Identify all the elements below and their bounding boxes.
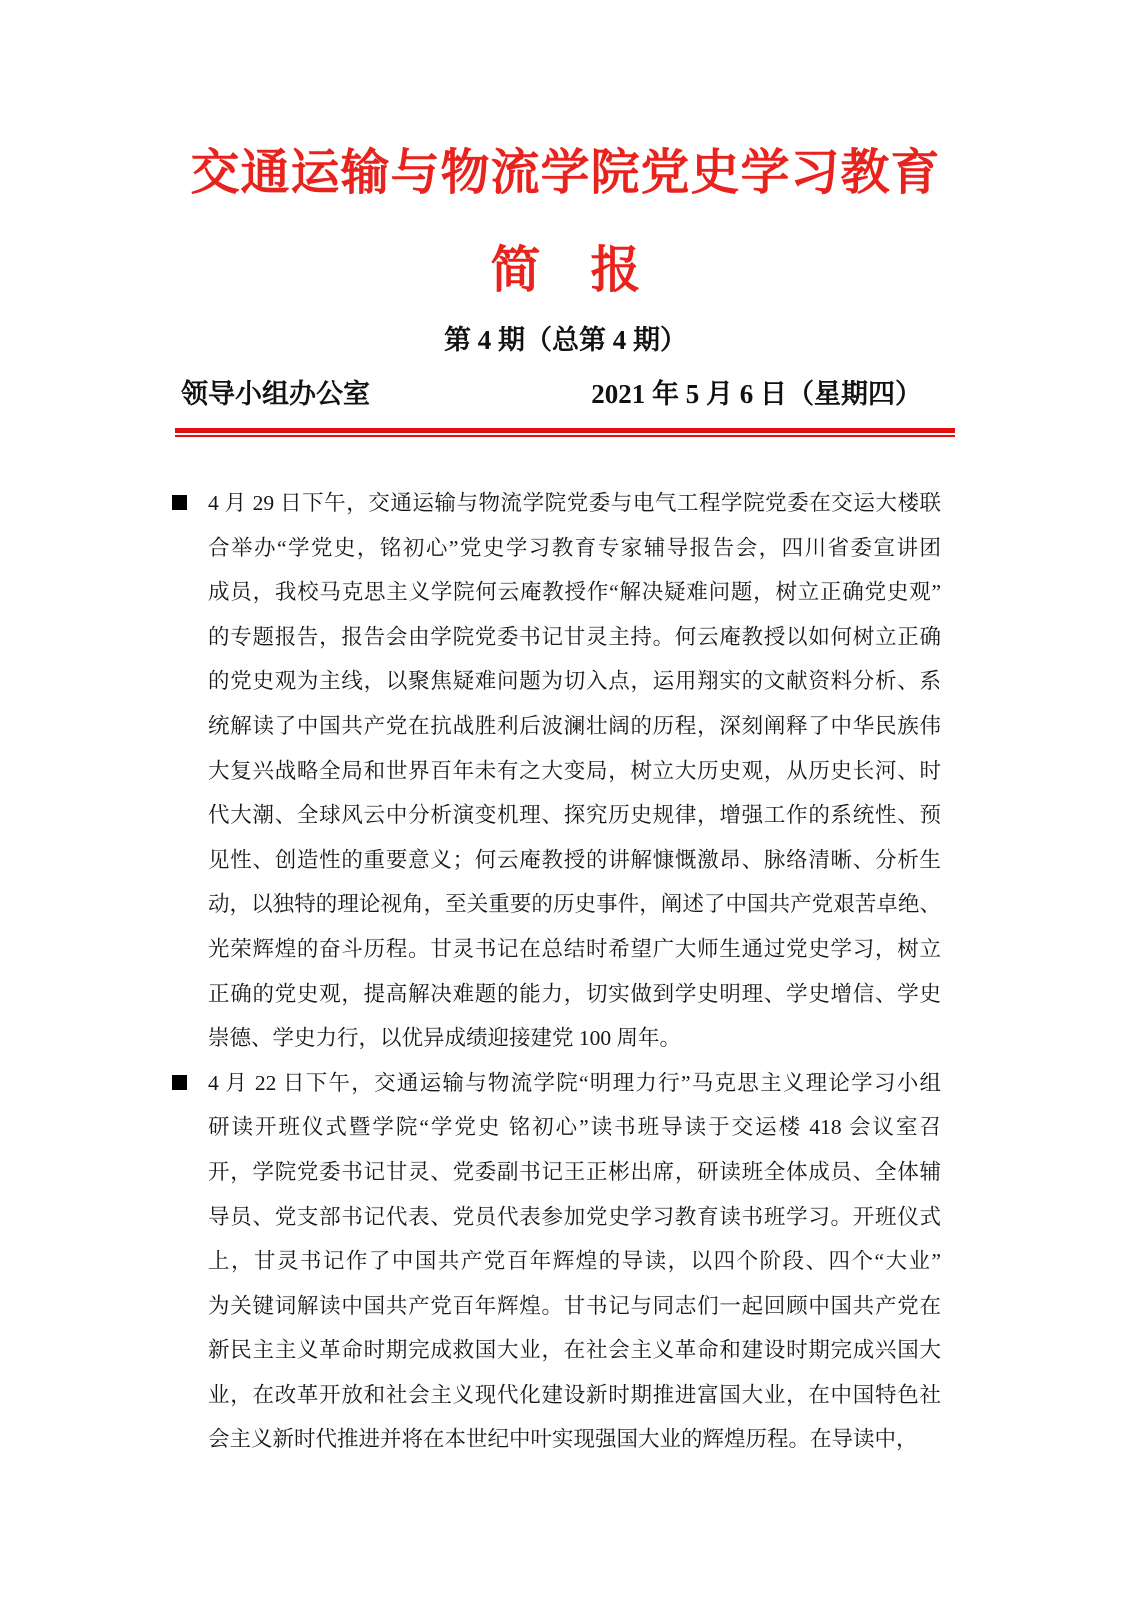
body-text-line: 代大潮、全球风云中分析演变机理、探究历史规律，增强工作的系统性、预 (208, 803, 941, 828)
body-text-line: 大复兴战略全局和世界百年未有之大变局，树立大历史观，从历史长河、时 (208, 758, 941, 783)
bulletin-list (172, 481, 947, 1462)
bulletin-text (208, 1061, 941, 1462)
body-text-line: 业，在改革开放和社会主义现代化建设新时期推进富国大业，在中国特色社 (208, 1382, 941, 1407)
body-text-line: 研读开班仪式暨学院“学党史 铭初心”读书班导读于交运楼 418 会议室召 (208, 1115, 941, 1140)
body-text-line: 合举办“学党史，铭初心”党史学习教育专家辅导报告会，四川省委宣讲团 (208, 535, 941, 560)
body-text-line: 的专题报告，报告会由学院党委书记甘灵主持。何云庵教授以如何树立正确 (208, 624, 941, 649)
body-text-line: 开，学院党委书记甘灵、党委副书记王正彬出席，研读班全体成员、全体辅 (208, 1159, 941, 1184)
body-text-line: 见性、创造性的重要意义；何云庵教授的讲解慷慨激昂、脉络清晰、分析生 (208, 847, 941, 872)
body-text-line: 统解读了中国共产党在抗战胜利后波澜壮阔的历程，深刻阐释了中华民族伟 (208, 713, 941, 738)
body-text-line: 正确的党史观，提高解决难题的能力，切实做到学史明理、学史增信、学史 (208, 981, 941, 1006)
red-double-rule (175, 428, 955, 437)
document-title-line2: 简 报 (490, 242, 641, 298)
bulletin-text (208, 481, 941, 1061)
body-text-line: 上，甘灵书记作了中国共产党百年辉煌的导读，以四个阶段、四个“大业” (208, 1249, 941, 1274)
bullet-square-icon (172, 495, 187, 510)
issuing-office-label: 领导小组办公室 (181, 379, 370, 409)
bulletin-item (172, 481, 947, 1061)
bulletin-item (172, 1061, 947, 1462)
body-text-line: 的党史观为主线，以聚焦疑难问题为切入点，运用翔实的文献资料分析、系 (208, 669, 941, 694)
body-text-line: 光荣辉煌的奋斗历程。甘灵书记在总结时希望广大师生通过党史学习，树立 (208, 936, 941, 961)
issue-date-label: 2021 年 5 月 6 日（星期四） (591, 379, 922, 409)
body-text-line: 会主义新时代推进并将在本世纪中叶实现强国大业的辉煌历程。在导读中， (208, 1427, 918, 1452)
body-text-line: 为关键词解读中国共产党百年辉煌。甘书记与同志们一起回顾中国共产党在 (208, 1293, 941, 1318)
bullet-square-icon (172, 1075, 187, 1090)
body-text-line: 新民主主义革命时期完成救国大业，在社会主义革命和建设时期完成兴国大 (208, 1338, 941, 1363)
body-text-line: 4 月 29 日下午，交通运输与物流学院党委与电气工程学院党委在交运大楼联 (208, 491, 941, 515)
masthead-info-row (175, 374, 955, 414)
issue-number-line: 第 4 期（总第 4 期） (444, 325, 687, 355)
body-text-line: 崇德、学史力行，以优异成绩迎接建党 100 周年。 (208, 1026, 682, 1051)
body-text-line: 导员、党支部书记代表、党员代表参加党史学习教育读书班学习。开班仪式 (208, 1204, 941, 1229)
body-text-line: 动，以独特的理论视角，至关重要的历史事件，阐述了中国共产党艰苦卓绝、 (208, 892, 941, 917)
body-text-line: 成员，我校马克思主义学院何云庵教授作“解决疑难问题，树立正确党史观” (208, 580, 941, 605)
document-title-line1: 交通运输与物流学院党史学习教育 (190, 146, 941, 200)
body-text-line: 4 月 22 日下午，交通运输与物流学院“明理力行”马克思主义理论学习小组 (208, 1070, 941, 1095)
